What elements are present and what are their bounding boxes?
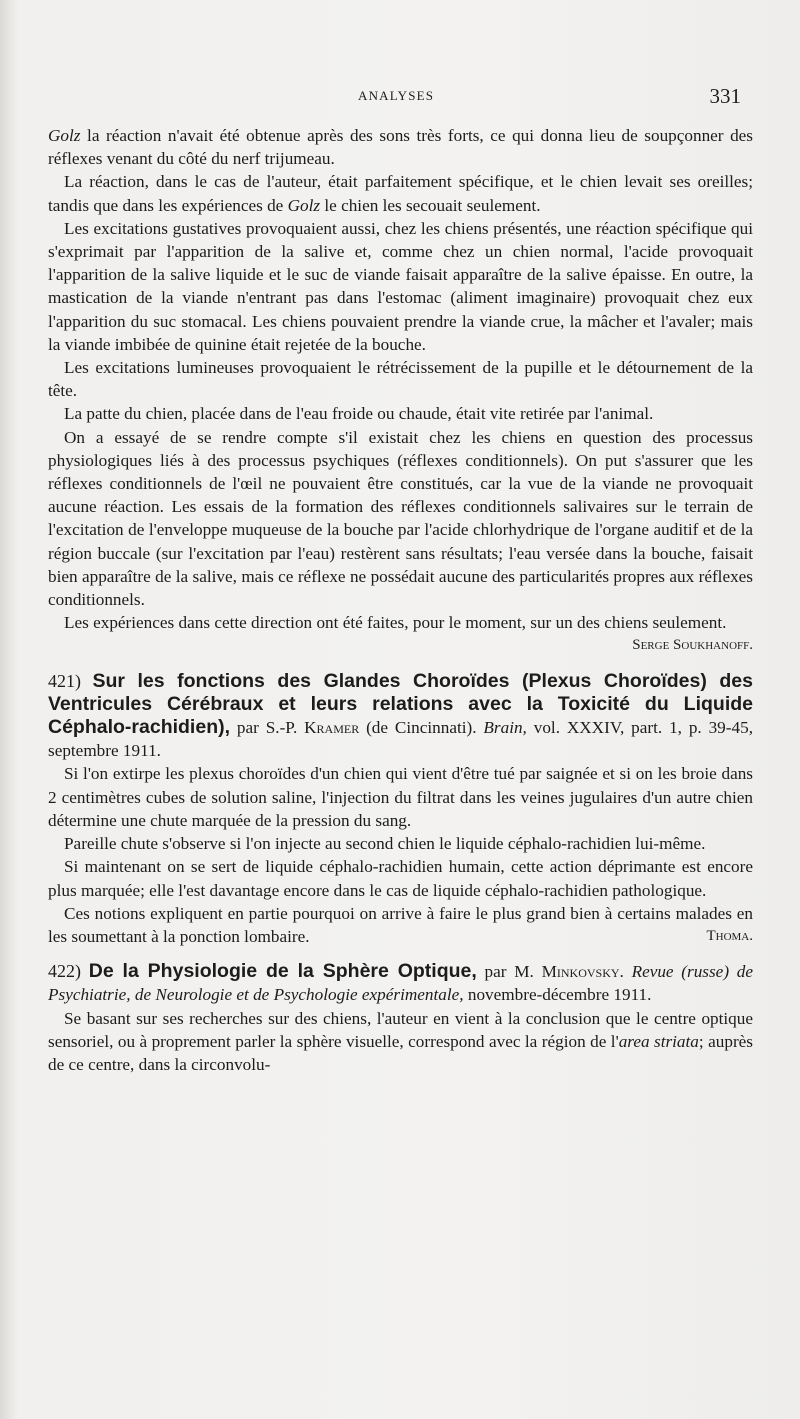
journal-name: Revue (russe) de Psychiatrie, de Neurologie et de Psychologie expérimentale, [48,962,754,1005]
author-name: Golz [48,126,81,145]
entry-author: Kramer [304,718,360,738]
page-number: 331 [709,84,741,108]
latin-term: area striata [618,1031,699,1051]
reviewer-signature: Thoma. [706,927,753,944]
paragraph: Les excitations gustatives provoquaient aussi, chez les chiens présentés, une réaction spécifique qui s'exprimait par l'apparition de la salive et, comme chez un chien normal, l'acide provoquait l'apparition de la salive liquide et le suc de viande faisait apparaître de la salive épaisse. En outre, la mastication de la viande n'entrant pas dans l'estomac (aliment imaginaire) provoquait chez eux l'apparition du suc stomacal. Les chiens pouvaient prendre la viande crue, la mâcher et l'avaler; mais la viande imbibée de quinine était rejetée de la bouche. [48,218,753,354]
entry-number: 422) [48,961,81,982]
entry-title: Sur les fonctions des Glandes Choroïdes (Plexus Choroïdes) des Ventricules Cérébraux et leurs relations avec la Toxicité du Liquide Céphalo-rachidien), [48,669,753,739]
paragraph: Les excitations lumineuses provoquaient le rétrécissement de la pupille et le détournement de la tête. [48,358,753,401]
citation-details: novembre-décembre 1911. [463,985,652,1005]
entry-heading: 421) Sur les fonctions des Glandes Choroïdes (Plexus Choroïdes) des Ventricules Cérébraux et leurs relations avec la Toxicité du Liquide Céphalo-rachidien), par S.-P. Kramer (de Cincinnati). Brain, vol. XXXIV, part. 1, p. 39-45, septembre 1911. [48,669,753,761]
entry-title: De la Physiologie de la Sphère Optique, [88,960,477,983]
paragraph: Si l'on extirpe les plexus choroïdes d'un chien qui vient d'être tué par saignée et si on les broie dans 2 centimètres cubes de solution saline, l'injection du filtrat dans les veines jugulaires d'un autre chien détermine une chute marquée de la pression du sang. [48,764,753,830]
paragraph: La réaction, dans le cas de l'auteur, était parfaitement spécifique, et le chien levait ses oreilles; tandis que dans les expériences de Golz le chien les secouait seulement. [48,172,753,215]
previous-review-continuation [48,124,753,658]
journal-name: Brain, [483,718,527,738]
reviewer-signature: Serge Soukhanoff. [632,637,753,654]
entry-heading: 422) De la Physiologie de la Sphère Optique, par M. Minkovsky. Revue (russe) de Psychiatrie, de Neurologie et de Psychologie expérimentale, novembre-décembre 1911. [48,960,754,1005]
paragraph: Si maintenant on se sert de liquide céphalo-rachidien humain, cette action déprimante est encore plus marquée; elle l'est davantage encore dans le cas de liquide céphalo-rachidien pathologique. [48,857,753,900]
author-name: Golz [287,195,321,215]
paragraph: Pareille chute s'observe si l'on injecte au second chien le liquide céphalo-rachidien lui-même. [64,834,706,854]
paragraph: Golz la réaction n'avait été obtenue après des sons très forts, ce qui donna lieu de soupçonner des réflexes venant du côté du nerf trijumeau. [48,126,753,169]
entry-number: 421) [48,670,81,691]
paragraph: Les expériences dans cette direction ont été faites, pour le moment, sur un des chiens seulement. Serge Soukhanoff. [48,611,753,657]
running-head: ANALYSES [358,88,435,103]
paragraph: Ces notions expliquent en partie pourquoi on arrive à faire le plus grand bien à certains malades en les soumettant à la ponction lombaire. Thoma. [48,902,753,948]
paragraph: Se basant sur ses recherches sur des chiens, l'auteur en vient à la conclusion que le centre optique sensoriel, ou à proprement parler la sphère visuelle, correspond avec la région de l'area striata; auprès de ce centre, dans la circonvolu- [48,1008,753,1074]
paragraph: La patte du chien, placée dans de l'eau froide ou chaude, était vite retirée par l'animal. [64,404,654,424]
review-entry-422 [48,960,753,1076]
page-body [48,124,753,1076]
citation-details: vol. XXXIV, part. 1, p. 39-45, septembre 1911. [48,718,753,761]
page-header [48,84,741,114]
review-entry-421 [48,670,753,948]
paragraph: On a essayé de se rendre compte s'il existait chez les chiens en question des processus physiologiques liés à des processus psychiques (réflexes conditionnels). On put s'assurer que les réflexes conditionnels de l'œil ne pouvaient être constitués, car la vue de la viande ne provoquait aucune réaction. Les essais de la formation des réflexes conditionnels salivaires sur le terrain de l'excitation de l'enveloppe muqueuse de la bouche par l'acide chlorhydrique de l'organe auditif et de la région buccale (sur l'excitation par l'eau) restèrent sans résultats; l'eau versée dans la bouche, faisait bien apparaître de la salive, mais ce réflexe ne possédait aucune des particularités propres aux réflexes conditionnels. [48,427,753,610]
entry-author: Minkovsky. [541,962,624,982]
